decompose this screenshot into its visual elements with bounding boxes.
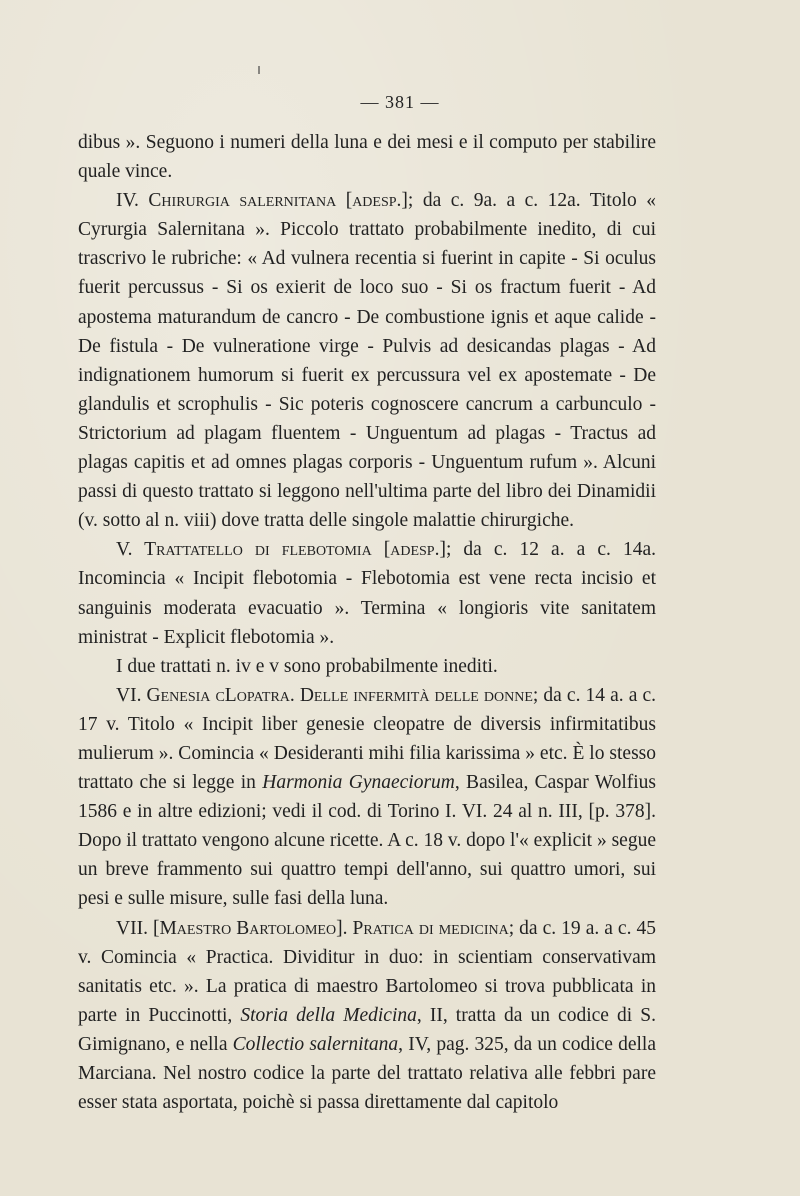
entry-iv-body: ; da c. 9a. a c. 12a. Titolo « Cyrurgia Salernitana ». Piccolo trattato probabilmente inedito, di cui trascrivo le rubriche: « Ad vulnera recentia si fuerint in capite - Si oculus fuerit percussus - Si os exierit de loco suo - Si os fractum fuerit - Ad apostema maturandum de cancro - De combustione ignis et aque calide - De fistula - De vulneratione virge - Pulvis ad desicandas plagas - Ad indignationem humorum si fuerit ex percussura vel ex apostemate - De glandulis et scrophulis - Sic poteris cognoscere cancrum a carbunculo - Strictorium ad plagam fluentem - Unguentum ad plagas - Tractus ad plagas capitis et ad omnes plagas corporis - Unguentum rufum ». Alcuni passi di questo trattato si leggono nell'ultima parte del libro dei Dinamidii (v. sotto al n. viii) dove tratta delle singole malattie chirurgiche.: [78, 190, 656, 532]
entry-vii: [78, 914, 656, 1118]
paragraph-continuation: dibus ». Seguono i numeri della luna e dei mesi e il computo per stabilire quale vince.: [78, 132, 656, 183]
note-paragraph: I due trattati n. iv e v sono probabilmente inediti.: [116, 655, 498, 677]
entry-v: [78, 535, 656, 651]
entry-vii-heading: VII. [Maestro Bartolomeo]. Pratica di medicina: [116, 917, 509, 939]
entry-vi-body-b: , Basilea, Caspar Wolfius 1586 e in altre edizioni; vedi il cod. di Torino I. VI. 24 al n. III, [p. 378]. Dopo il trattato vengono alcune ricette. A c. 18 v. dopo l'« explicit » segue un breve frammento sui quattro tempi dell'anno, sui quattro umori, sui pesi e sulle misure, sulle fasi della luna.: [78, 772, 657, 910]
body-text: [78, 128, 656, 1117]
entry-vii-body-a: ; da c. 19 a. a c. 45 v. Comincia « Practica. Dividitur in duo: in scientiam conservativam sanitatis etc. ». La pratica di maestro Bartolomeo si trova pubblicata in parte in Puccinotti,: [78, 917, 656, 1026]
page-number: — 381 —: [360, 92, 440, 112]
entry-vii-body-b: , II, tratta da un codice di S. Gimignano, e nella: [78, 1004, 656, 1055]
entry-vii-title-italic-1: Storia della Medicina: [240, 1004, 417, 1026]
entry-vi-heading: VI. Genesia cLopatra. Delle infermità delle donne: [116, 684, 533, 706]
entry-vi-body-a: ; da c. 14 a. a c. 17 v. Titolo « Incipit liber genesie cleopatre de diversis infirmitatibus mulierum ». Comincia « Desideranti mihi filia karissima » etc. È lo stesso trattato che si legge in: [78, 684, 656, 794]
entry-vi-title-italic: Harmonia Gynaeciorum: [262, 772, 455, 794]
entry-vi: [78, 681, 656, 914]
entry-iv-heading: IV. Chirurgia salernitana [adesp.]: [116, 190, 408, 212]
entry-vii-body-c: , IV, pag. 325, da un codice della Marciana. Nel nostro codice la parte del trattato relativa alle febbri pare esser stata asportata, poichè si passa direttamente dal capitolo: [78, 1033, 656, 1114]
entry-v-heading: V. Trattatello di flebotomia [adesp.]: [116, 539, 446, 561]
ink-speck: [258, 66, 260, 74]
entry-iv: [78, 186, 656, 535]
entry-vii-title-italic-2: Collectio salernitana: [232, 1033, 399, 1055]
entry-v-body: ; da c. 12 a. a c. 14a. Incomincia « Incipit flebotomia - Flebotomia est vene recta incisio et sanguinis moderata evacuatio ». Termina « longioris vite sanitatem ministrat - Explicit flebotomia ».: [78, 539, 656, 648]
